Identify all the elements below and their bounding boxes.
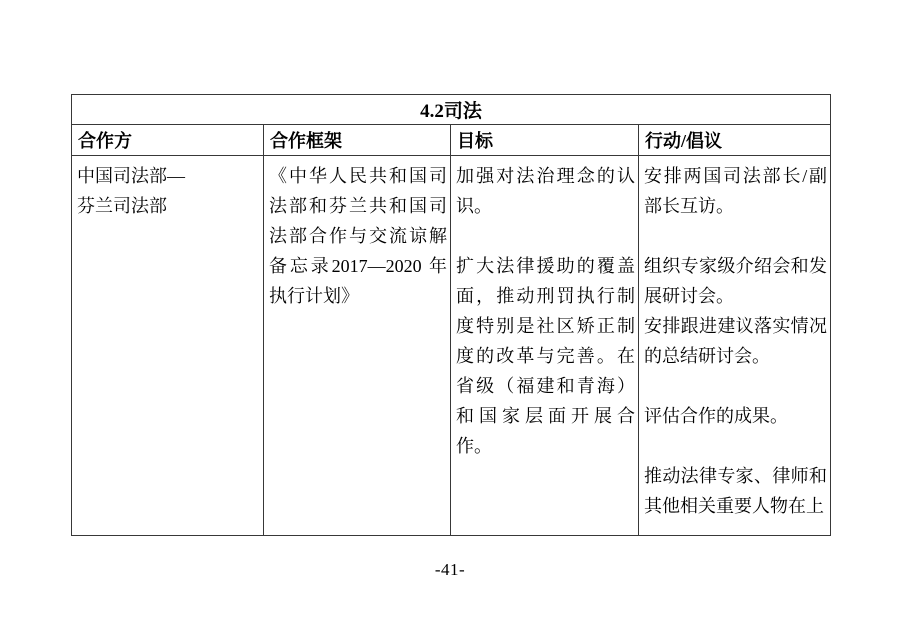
paragraph: 扩大法律援助的覆盖面，推动刑罚执行制度特别是社区矫正制度的改革与完善。在省级（福建和青海）和国家层面开展合作。 [456, 256, 635, 456]
page-number: -41- [434, 560, 466, 579]
table-header-row [72, 125, 831, 156]
cell-action [639, 156, 831, 536]
table-title: 4.2司法 [72, 95, 831, 125]
column-header-action: 行动/倡议 [639, 125, 831, 156]
paragraph: 安排跟进建议落实情况的总结研讨会。 [644, 316, 828, 366]
paragraph [456, 221, 635, 251]
paragraph: 芬兰司法部 [77, 196, 167, 216]
paragraph: 组织专家级介绍会和发展研讨会。 [644, 256, 828, 306]
cell-framework [264, 156, 451, 536]
column-header-goal: 目标 [451, 125, 639, 156]
paragraph: 评估合作的成果。 [644, 406, 788, 426]
paragraph: 《中华人民共和国司法部和芬兰共和国司法部合作与交流谅解备忘录2017—2020 年执行计划》 [269, 166, 447, 306]
cell-goal [451, 156, 639, 536]
column-header-framework: 合作框架 [264, 125, 451, 156]
paragraph: 推动法律专家、律师和其他相关重要人物在上 [644, 466, 828, 516]
column-header-partner: 合作方 [72, 125, 264, 156]
table-row [72, 156, 831, 536]
cooperation-table [71, 94, 831, 536]
paragraph [644, 221, 827, 251]
paragraph [644, 371, 827, 401]
paragraph: 中国司法部— [77, 166, 185, 186]
paragraph: 加强对法治理念的认识。 [456, 166, 635, 216]
paragraph: 安排两国司法部长/副部长互访。 [644, 166, 828, 216]
cell-partner [72, 156, 264, 536]
paragraph [644, 431, 827, 461]
table-title-row [72, 95, 831, 125]
